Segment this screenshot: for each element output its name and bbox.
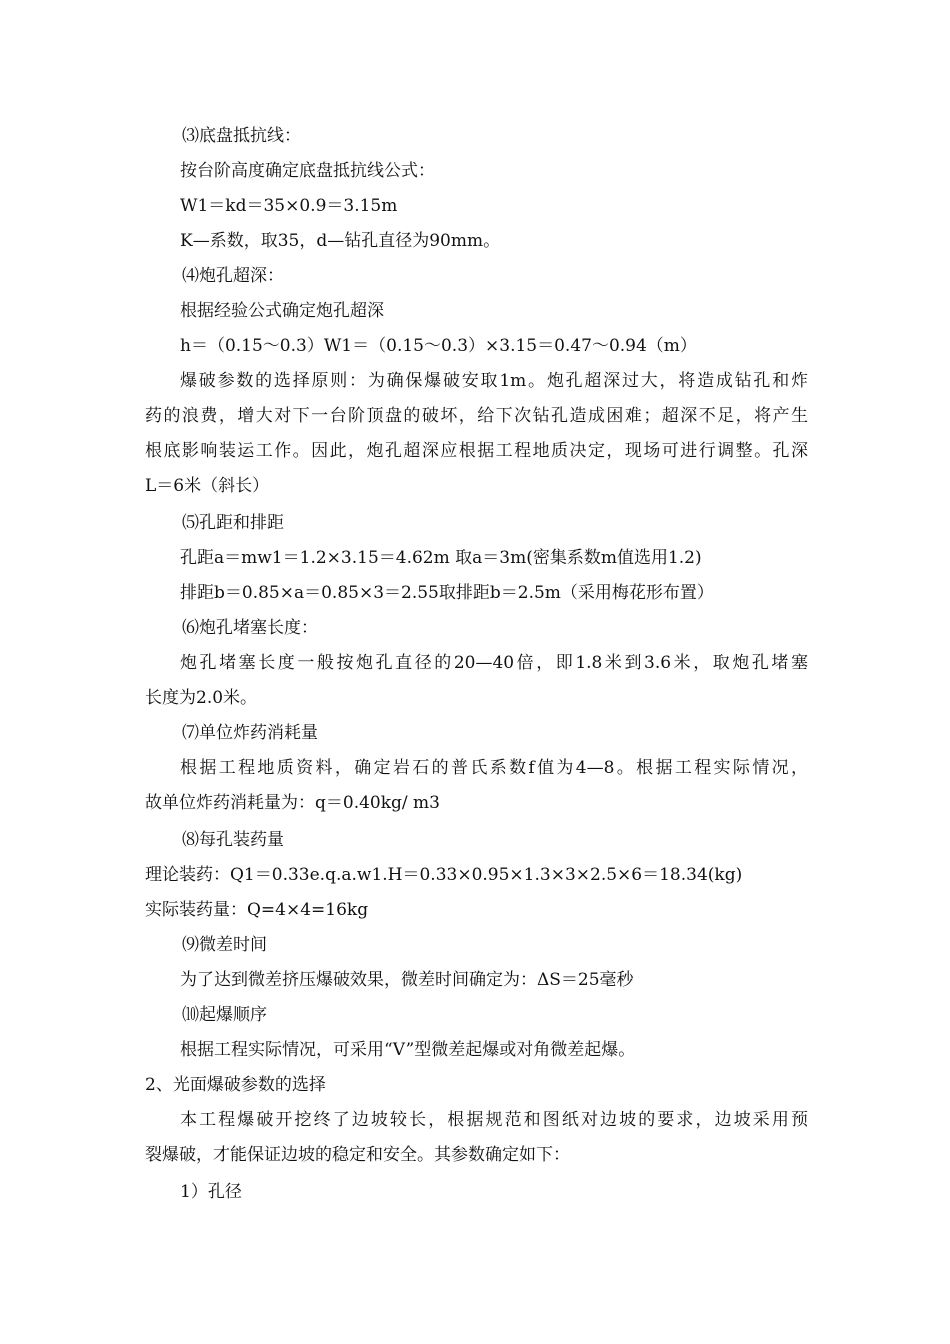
paragraph-line: 根据工程地质资料，确定岩石的普氏系数f值为4—8。根据工程实际情况，: [180, 758, 808, 778]
formula-line: W1＝kd＝35×0.9＝3.15m: [180, 196, 398, 216]
heading-charge-per-hole: ⑻每孔装药量: [182, 830, 284, 850]
section-heading-smooth-blasting: 2、光面爆破参数的选择: [145, 1075, 326, 1095]
text-line: 为了达到微差挤压爆破效果，微差时间确定为：ΔS＝25毫秒: [180, 970, 634, 990]
paragraph-line: 长度为2.0米。: [145, 688, 258, 708]
text-line: 按台阶高度确定底盘抵抗线公式：: [180, 161, 435, 181]
text-line: 根据经验公式确定炮孔超深: [180, 301, 384, 321]
formula-line: h＝（0.15～0.3）W1＝（0.15～0.3）×3.15＝0.47～0.94（m）: [180, 336, 697, 356]
paragraph-line: 裂爆破，才能保证边坡的稳定和安全。其参数确定如下：: [145, 1145, 570, 1165]
heading-bottom-burden: ⑶底盘抵抗线：: [182, 126, 301, 146]
formula-line: 孔距a＝mw1＝1.2×3.15＝4.62m 取a＝3m(密集系数m值选用1.2): [180, 548, 702, 568]
heading-delay-time: ⑼微差时间: [182, 935, 267, 955]
paragraph-line: 根底影响装运工作。因此，炮孔超深应根据工程地质决定，现场可进行调整。孔深: [145, 441, 808, 461]
paragraph-line: 本工程爆破开挖终了边坡较长，根据规范和图纸对边坡的要求，边坡采用预: [180, 1110, 808, 1130]
heading-hole-diameter: 1）孔径: [180, 1182, 242, 1202]
formula-line: 实际装药量：Q=4×4=16kg: [145, 900, 369, 920]
text-line: K—系数，取35，d—钻孔直径为90mm。: [180, 231, 501, 251]
paragraph-line: 故单位炸药消耗量为：q＝0.40kg/ m3: [145, 793, 440, 813]
heading-hole-spacing: ⑸孔距和排距: [182, 513, 284, 533]
paragraph-line: 爆破参数的选择原则：为确保爆破安取1m。炮孔超深过大，将造成钻孔和炸: [180, 371, 808, 391]
paragraph-line: L＝6米（斜长）: [145, 476, 270, 496]
formula-line: 排距b＝0.85×a＝0.85×3＝2.55取排距b＝2.5m（采用梅花形布置）: [180, 583, 714, 603]
heading-stemming-length: ⑹炮孔堵塞长度：: [182, 618, 318, 638]
paragraph-line: 炮孔堵塞长度一般按炮孔直径的20—40倍，即1.8米到3.6米，取炮孔堵塞: [180, 653, 808, 673]
paragraph-line: 药的浪费，增大对下一台阶顶盘的破坏，给下次钻孔造成困难；超深不足，将产生: [145, 406, 808, 426]
heading-initiation-sequence: ⑽起爆顺序: [182, 1005, 267, 1025]
heading-subdrilling: ⑷炮孔超深：: [182, 266, 284, 286]
heading-powder-factor: ⑺单位炸药消耗量: [182, 723, 318, 743]
formula-line: 理论装药：Q1＝0.33e.q.a.w1.H＝0.33×0.95×1.3×3×2.5×6＝18.34(kg): [145, 865, 743, 885]
text-line: 根据工程实际情况，可采用“V”型微差起爆或对角微差起爆。: [180, 1040, 636, 1060]
